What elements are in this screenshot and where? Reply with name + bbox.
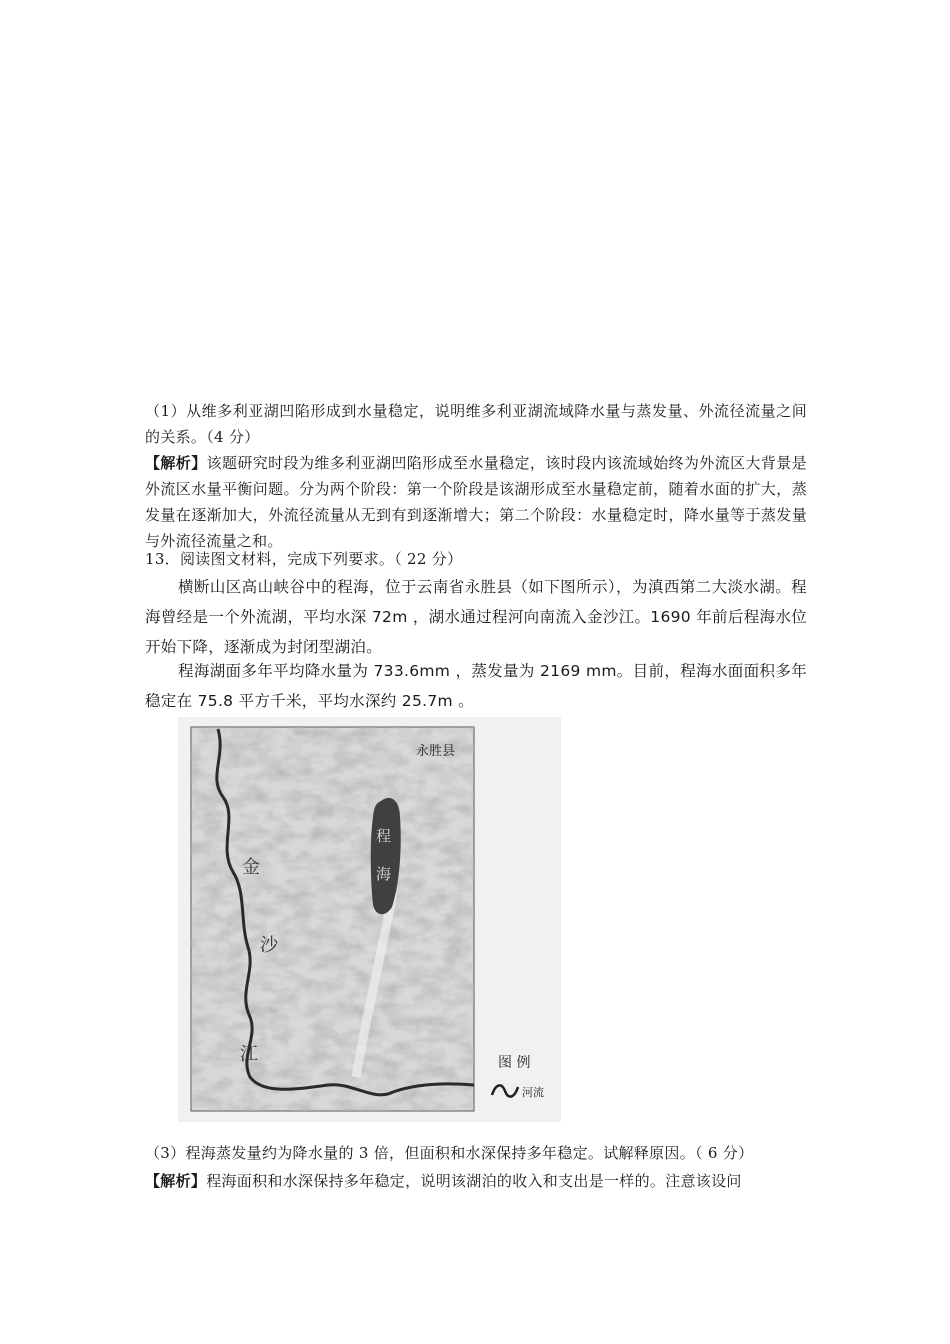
q13-material-para-2: 程海湖面多年平均降水量为 733.6mm ，蒸发量为 2169 mm。目前，程海水面面积多年稳定在 75.8 平方千米，平均水深约 25.7m 。	[145, 662, 807, 710]
q3-analysis	[145, 1168, 807, 1194]
q13-header: 13．阅读图文材料，完成下列要求。（ 22 分）	[145, 550, 463, 568]
chenghai-map	[178, 717, 561, 1122]
river-label-3: 江	[240, 1044, 258, 1065]
river-label-2: 沙	[260, 935, 278, 956]
lake-label-2: 海	[376, 865, 392, 883]
q1-question: （1）从维多利亚湖凹陷形成到水量稳定，说明维多利亚湖流域降水量与蒸发量、外流径流量之间的关系。（4 分）	[145, 402, 807, 446]
q13-material-para-1: 横断山区高山峡谷中的程海，位于云南省永胜县（如下图所示），为滇西第二大淡水湖。程海曾经是一个外流湖，平均水深 72m ，湖水通过程河向南流入金沙江。1690 年前后程海水位开始下降，逐渐成为封闭型湖泊。	[145, 578, 807, 656]
q3-question: （3）程海蒸发量约为降水量的 3 倍，但面积和水深保持多年稳定。试解释原因。（ 6 分）	[145, 1144, 754, 1162]
q1-analysis-text: 该题研究时段为维多利亚湖凹陷形成至水量稳定，该时段内该流域始终为外流区大背景是外流区水量平衡问题。分为两个阶段：第一个阶段是该湖形成至水量稳定前，随着水面的扩大，蒸发量在逐渐加大，外流径流量从无到有到逐渐增大；第二个阶段：水量稳定时，降水量等于蒸发量与外流径流量之和。	[145, 454, 807, 550]
legend-river-label: 河流	[522, 1086, 544, 1099]
q1-analysis	[145, 450, 807, 554]
county-label: 永胜县	[416, 744, 456, 759]
terrain-shading	[191, 727, 474, 1111]
analysis-tag: 【解析】	[145, 1172, 207, 1190]
lake-label-1: 程	[376, 827, 392, 845]
river-label-1: 金	[242, 857, 260, 878]
q3-analysis-text: 程海面积和水深保持多年稳定，说明该湖泊的收入和支出是一样的。注意该设问	[206, 1172, 742, 1190]
analysis-tag: 【解析】	[145, 454, 207, 472]
legend-title: 图 例	[498, 1055, 531, 1071]
